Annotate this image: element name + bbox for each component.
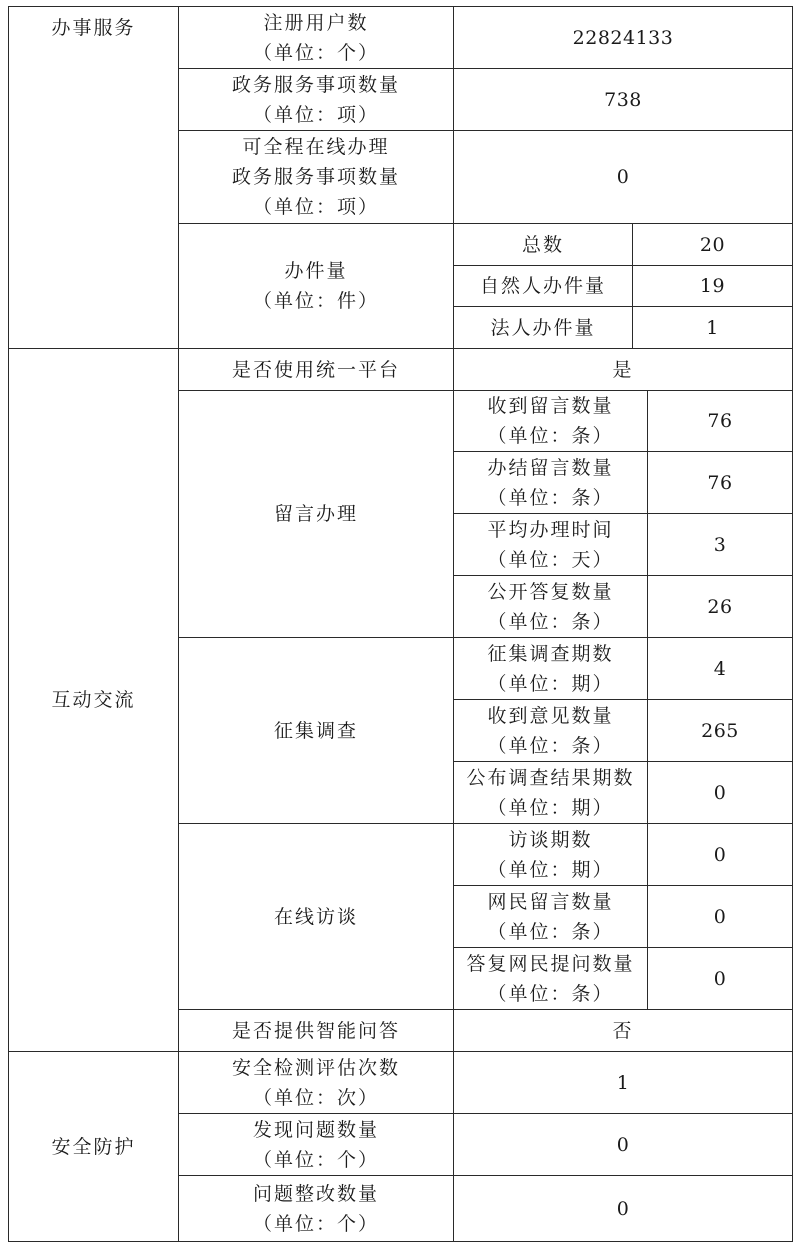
label-line: 注册用户数 — [263, 11, 369, 34]
table-border-right — [792, 6, 793, 1242]
interview-group-label — [179, 824, 453, 1009]
value-text: 4 — [713, 657, 727, 680]
label-line: 征集调查 — [273, 719, 358, 742]
issues-found-label — [179, 1114, 453, 1175]
unit-line: （单位：条） — [487, 920, 614, 943]
survey-results-label — [454, 762, 647, 823]
value-text: 0 — [713, 967, 727, 990]
label-line: 可全程在线办理 — [242, 136, 390, 158]
service-items-label — [179, 69, 453, 130]
value-text: 19 — [699, 275, 726, 297]
unit-line: （单位：期） — [487, 858, 614, 881]
smart-qa-label — [179, 1010, 453, 1051]
unit-line: （单位：条） — [487, 734, 614, 757]
section-title: 安全防护 — [51, 1135, 136, 1158]
interview-periods-label — [454, 824, 647, 885]
netizen-replies-value — [648, 948, 792, 1009]
label-line: 公布调查结果期数 — [466, 766, 635, 789]
avg-time-label — [454, 514, 647, 575]
survey-results-value — [648, 762, 792, 823]
messages-received-label — [454, 391, 647, 451]
value-text: 26 — [707, 595, 733, 618]
survey-periods-label — [454, 638, 647, 699]
unit-line: （单位：条） — [487, 610, 614, 633]
unit-line: （单位：次） — [252, 1086, 379, 1109]
unit-line: （单位：期） — [487, 672, 614, 695]
online-items-label — [179, 131, 453, 223]
value-text: 0 — [616, 1133, 630, 1156]
interview-periods-value — [648, 824, 792, 885]
label-line: 答复网民提问数量 — [466, 952, 635, 975]
unit-line: （单位：天） — [487, 548, 614, 571]
label-line: 是否提供智能问答 — [231, 1019, 400, 1042]
cases-total-label — [454, 224, 632, 265]
messages-handled-value — [648, 452, 792, 513]
label-line: 安全检测评估次数 — [231, 1056, 400, 1079]
value-text: 1 — [706, 316, 719, 339]
netizen-replies-label — [454, 948, 647, 1009]
value-text: 0 — [713, 781, 727, 804]
cases-legal-label — [454, 307, 632, 348]
cases-natural-label — [454, 266, 632, 306]
label-line: 办件量 — [284, 260, 348, 282]
label-line: 政务服务事项数量 — [231, 73, 400, 96]
label-line: 在线访谈 — [273, 905, 358, 928]
unit-line: （单位：个） — [252, 41, 379, 64]
value-text: 76 — [707, 410, 733, 432]
label-line: 平均办理时间 — [487, 518, 614, 541]
section-label-office-service — [9, 7, 178, 348]
label-line: 访谈期数 — [508, 828, 593, 851]
public-replies-value — [648, 576, 792, 637]
value-text: 76 — [707, 471, 733, 494]
label-line: 征集调查期数 — [487, 642, 614, 665]
label-line: 留言办理 — [273, 503, 358, 525]
label-line: 问题整改数量 — [252, 1182, 379, 1205]
evaluations-value — [454, 1052, 792, 1113]
issues-fixed-value — [454, 1176, 792, 1241]
value-text: 1 — [616, 1071, 630, 1094]
issues-fixed-label — [179, 1176, 453, 1241]
unit-line: （单位：项） — [252, 103, 379, 126]
label-line: 法人办件量 — [490, 316, 596, 339]
unit-line: （单位：个） — [252, 1212, 379, 1235]
unit-line: （单位：条） — [487, 982, 614, 1005]
label-line: 政务服务事项数量 — [231, 166, 400, 188]
section-title: 办事服务 — [51, 17, 136, 39]
online-items-value — [454, 131, 792, 223]
messages-received-value — [648, 391, 792, 451]
unit-line: （单位：条） — [487, 486, 614, 509]
value-text: 是 — [612, 358, 634, 381]
messages-group-label — [179, 391, 453, 637]
label-line: 办结留言数量 — [487, 456, 614, 479]
unit-line: （单位：件） — [252, 290, 379, 312]
value-text: 0 — [713, 843, 727, 866]
smart-qa-value — [454, 1010, 792, 1051]
netizen-msgs-label — [454, 886, 647, 947]
unit-line: （单位：项） — [252, 196, 379, 218]
evaluations-label — [179, 1052, 453, 1113]
label-line: 公开答复数量 — [487, 580, 614, 603]
issues-found-value — [454, 1114, 792, 1175]
value-text: 0 — [616, 1197, 630, 1220]
value-text: 否 — [612, 1019, 634, 1042]
table-border-bottom — [8, 1241, 793, 1242]
section-label-security — [9, 1052, 178, 1241]
messages-handled-label — [454, 452, 647, 513]
label-line: 是否使用统一平台 — [231, 358, 400, 381]
cases-label — [179, 224, 453, 348]
label-line: 自然人办件量 — [479, 275, 606, 297]
cases-legal-value — [633, 307, 792, 348]
opinions-label — [454, 700, 647, 761]
value-text: 3 — [713, 533, 727, 556]
opinions-value — [648, 700, 792, 761]
label-line: 收到留言数量 — [487, 395, 614, 417]
netizen-msgs-value — [648, 886, 792, 947]
section-label-interaction — [9, 349, 178, 1051]
value-text: 0 — [616, 166, 630, 188]
avg-time-value — [648, 514, 792, 575]
value-text: 265 — [701, 719, 739, 742]
registered-users-label — [179, 7, 453, 68]
survey-group-label — [179, 638, 453, 823]
label-line: 网民留言数量 — [487, 890, 614, 913]
section-title: 互动交流 — [51, 689, 136, 711]
public-replies-label — [454, 576, 647, 637]
unit-line: （单位：条） — [487, 425, 614, 447]
survey-periods-value — [648, 638, 792, 699]
registered-users-value — [454, 7, 792, 68]
service-items-value — [454, 69, 792, 130]
label-line: 发现问题数量 — [252, 1118, 379, 1141]
value-text: 22824133 — [572, 26, 674, 49]
cases-natural-value — [633, 266, 792, 306]
unified-platform-label — [179, 349, 453, 390]
value-text: 0 — [713, 905, 727, 928]
unit-line: （单位：个） — [252, 1148, 379, 1171]
label-line: 总数 — [521, 233, 564, 256]
unified-platform-value — [454, 349, 792, 390]
unit-line: （单位：期） — [487, 796, 614, 819]
cases-total-value — [633, 224, 792, 265]
value-text: 20 — [699, 233, 726, 256]
label-line: 收到意见数量 — [487, 704, 614, 727]
value-text: 738 — [604, 88, 642, 111]
